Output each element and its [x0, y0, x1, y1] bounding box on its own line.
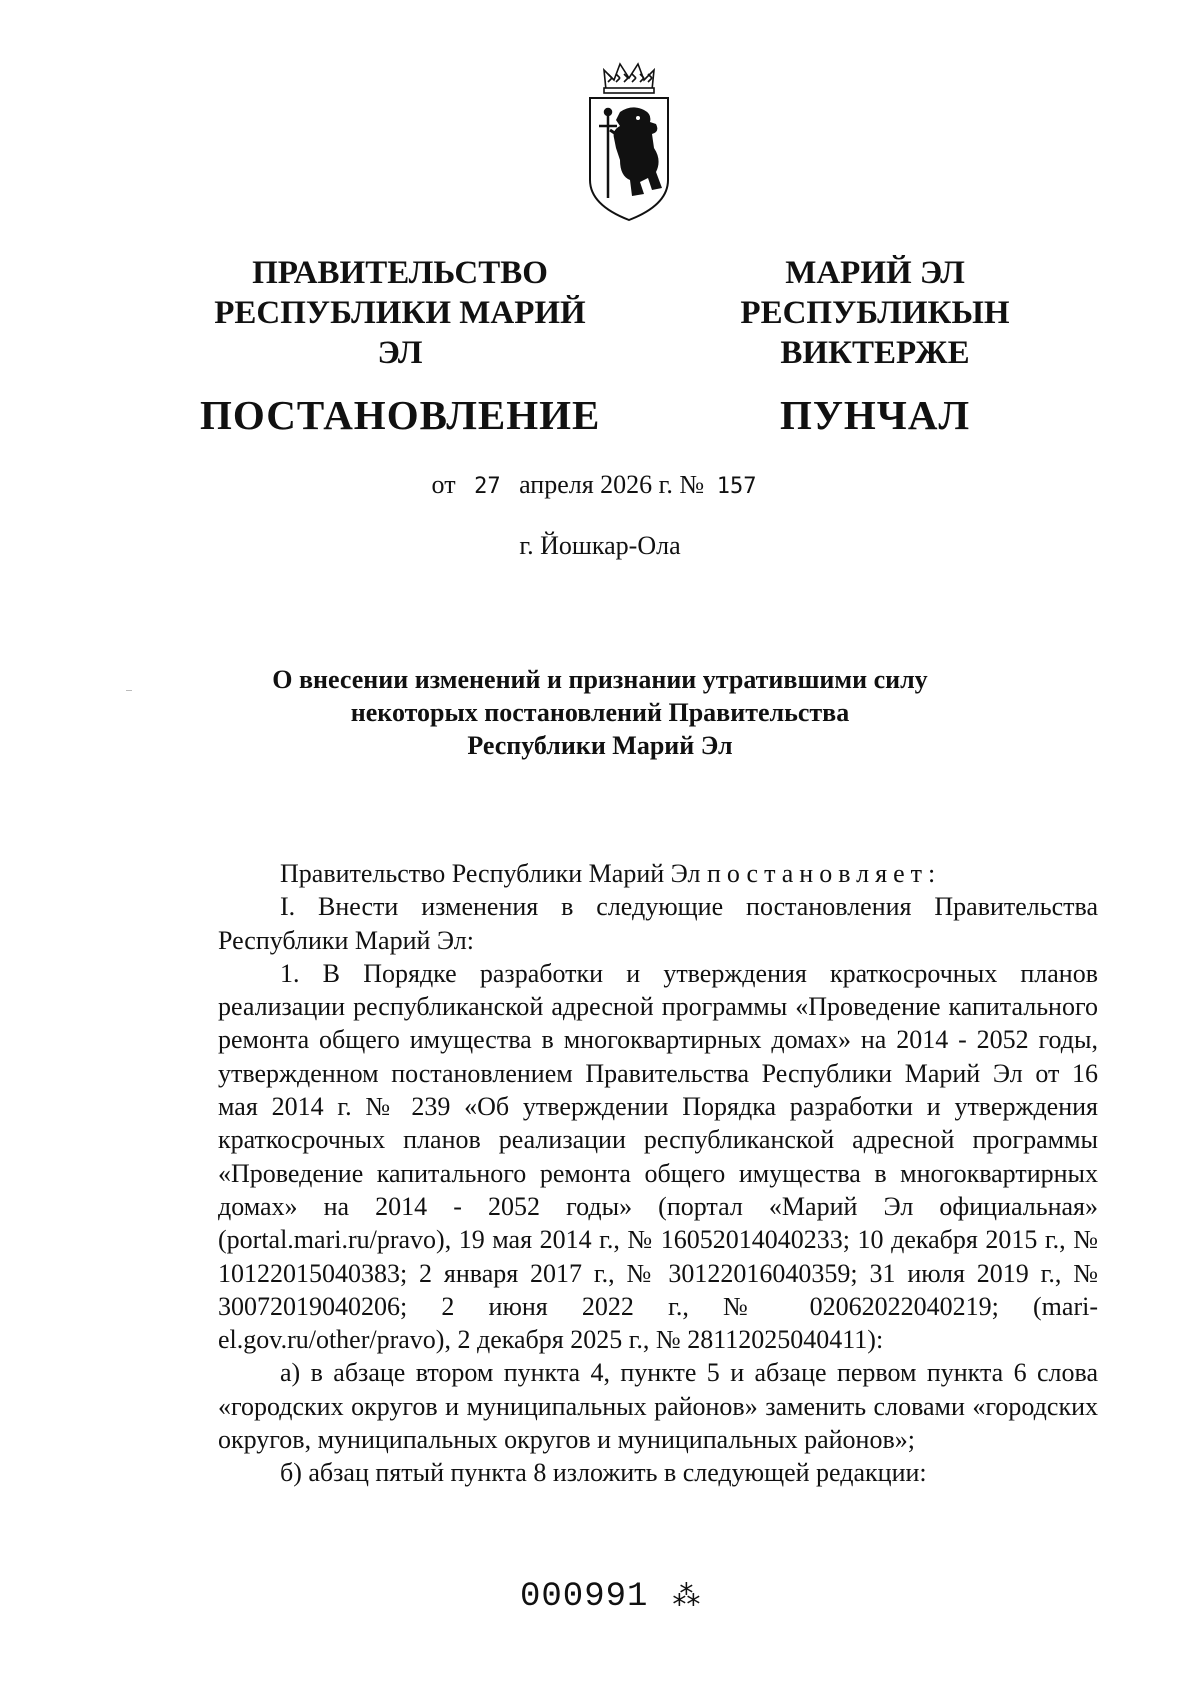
body-p1-end: : — [927, 859, 936, 888]
body-paragraph-4: а) в абзаце втором пункта 4, пункте 5 и абзаце первом пункта 6 слова «городских округов и муниципальных районов» заменить словами «городских округов, муниципальных округов и муниципальных районов»; — [218, 1358, 1098, 1455]
subject-line-1: О внесении изменений и признании утратившими силу — [272, 665, 928, 694]
header-left-line1: ПРАВИТЕЛЬСТВО — [252, 255, 548, 291]
subject-line-3: Республики Марий Эл — [467, 731, 733, 760]
date-month-year: апреля 2026 г. № — [519, 470, 705, 499]
body-paragraph-3: 1. В Порядке разработки и утверждения краткосрочных планов реализации республиканской адресной программы «Проведение капитального ремонта общего имущества в многоквартирных домах» на 2014 - 2052 годы, утвержденном постановлением Правительства Республики Марий Эл от 16 мая 2014 г. № 239 «Об утверждении Порядка разработки и утверждения краткосрочных планов реализации республиканской адресной программы «Проведение капитального ремонта общего имущества в многоквартирных домах» на 2014 - 2052 годы» (портал «Марий Эл официальная» (portal.mari.ru/pravo), 19 мая 2014 г., № 16052014040233; 10 декабря 2015 г., № 10122015040383; 2 января 2017 г., № 30122016040359; 31 июля 2019 г., № 30072019040206; 2 июня 2022 г., № 02062022040219; (mari-el.gov.ru/other/pravo), 2 декабря 2025 г., № 28112025040411): — [218, 958, 1098, 1355]
document-number: 157 — [716, 474, 757, 499]
body-paragraph-2: I. Внести изменения в следующие постановления Правительства Республики Марий Эл: — [218, 892, 1098, 955]
serial-mark-icon: ⁂ — [672, 1583, 702, 1614]
header-right-kind: ПУНЧАЛ — [779, 392, 971, 438]
date-prefix: от — [431, 470, 456, 499]
document-subject — [250, 663, 950, 762]
header-left-kind: ПОСТАНОВЛЕНИЕ — [200, 392, 601, 438]
date-day: 27 — [474, 474, 501, 499]
body-paragraph-1 — [218, 857, 1098, 890]
header-right-line1: МАРИЙ ЭЛ РЕСПУБЛИКЫН — [740, 255, 1010, 331]
serial-number: 000991 — [520, 1578, 649, 1616]
body-p1-text: Правительство Республики Марий Эл — [280, 859, 707, 888]
document-body — [218, 857, 1098, 1490]
header-left-line2: РЕСПУБЛИКИ МАРИЙ ЭЛ — [214, 295, 586, 371]
footer-serial — [520, 1578, 701, 1616]
city: г. Йошкар-Ола — [519, 531, 681, 560]
date-line — [0, 470, 1200, 500]
body-paragraph-5: б) абзац пятый пункта 8 изложить в следующей редакции: — [280, 1458, 927, 1488]
body-p1-spaced: постановляет — [706, 859, 928, 888]
header-right-line2: ВИКТЕРЖЕ — [780, 335, 970, 371]
header-right — [655, 253, 1095, 437]
scan-artifact — [126, 690, 132, 691]
coat-of-arms-icon — [586, 60, 672, 230]
subject-line-2: некоторых постановлений Правительства — [350, 698, 850, 727]
header-left — [200, 253, 600, 437]
